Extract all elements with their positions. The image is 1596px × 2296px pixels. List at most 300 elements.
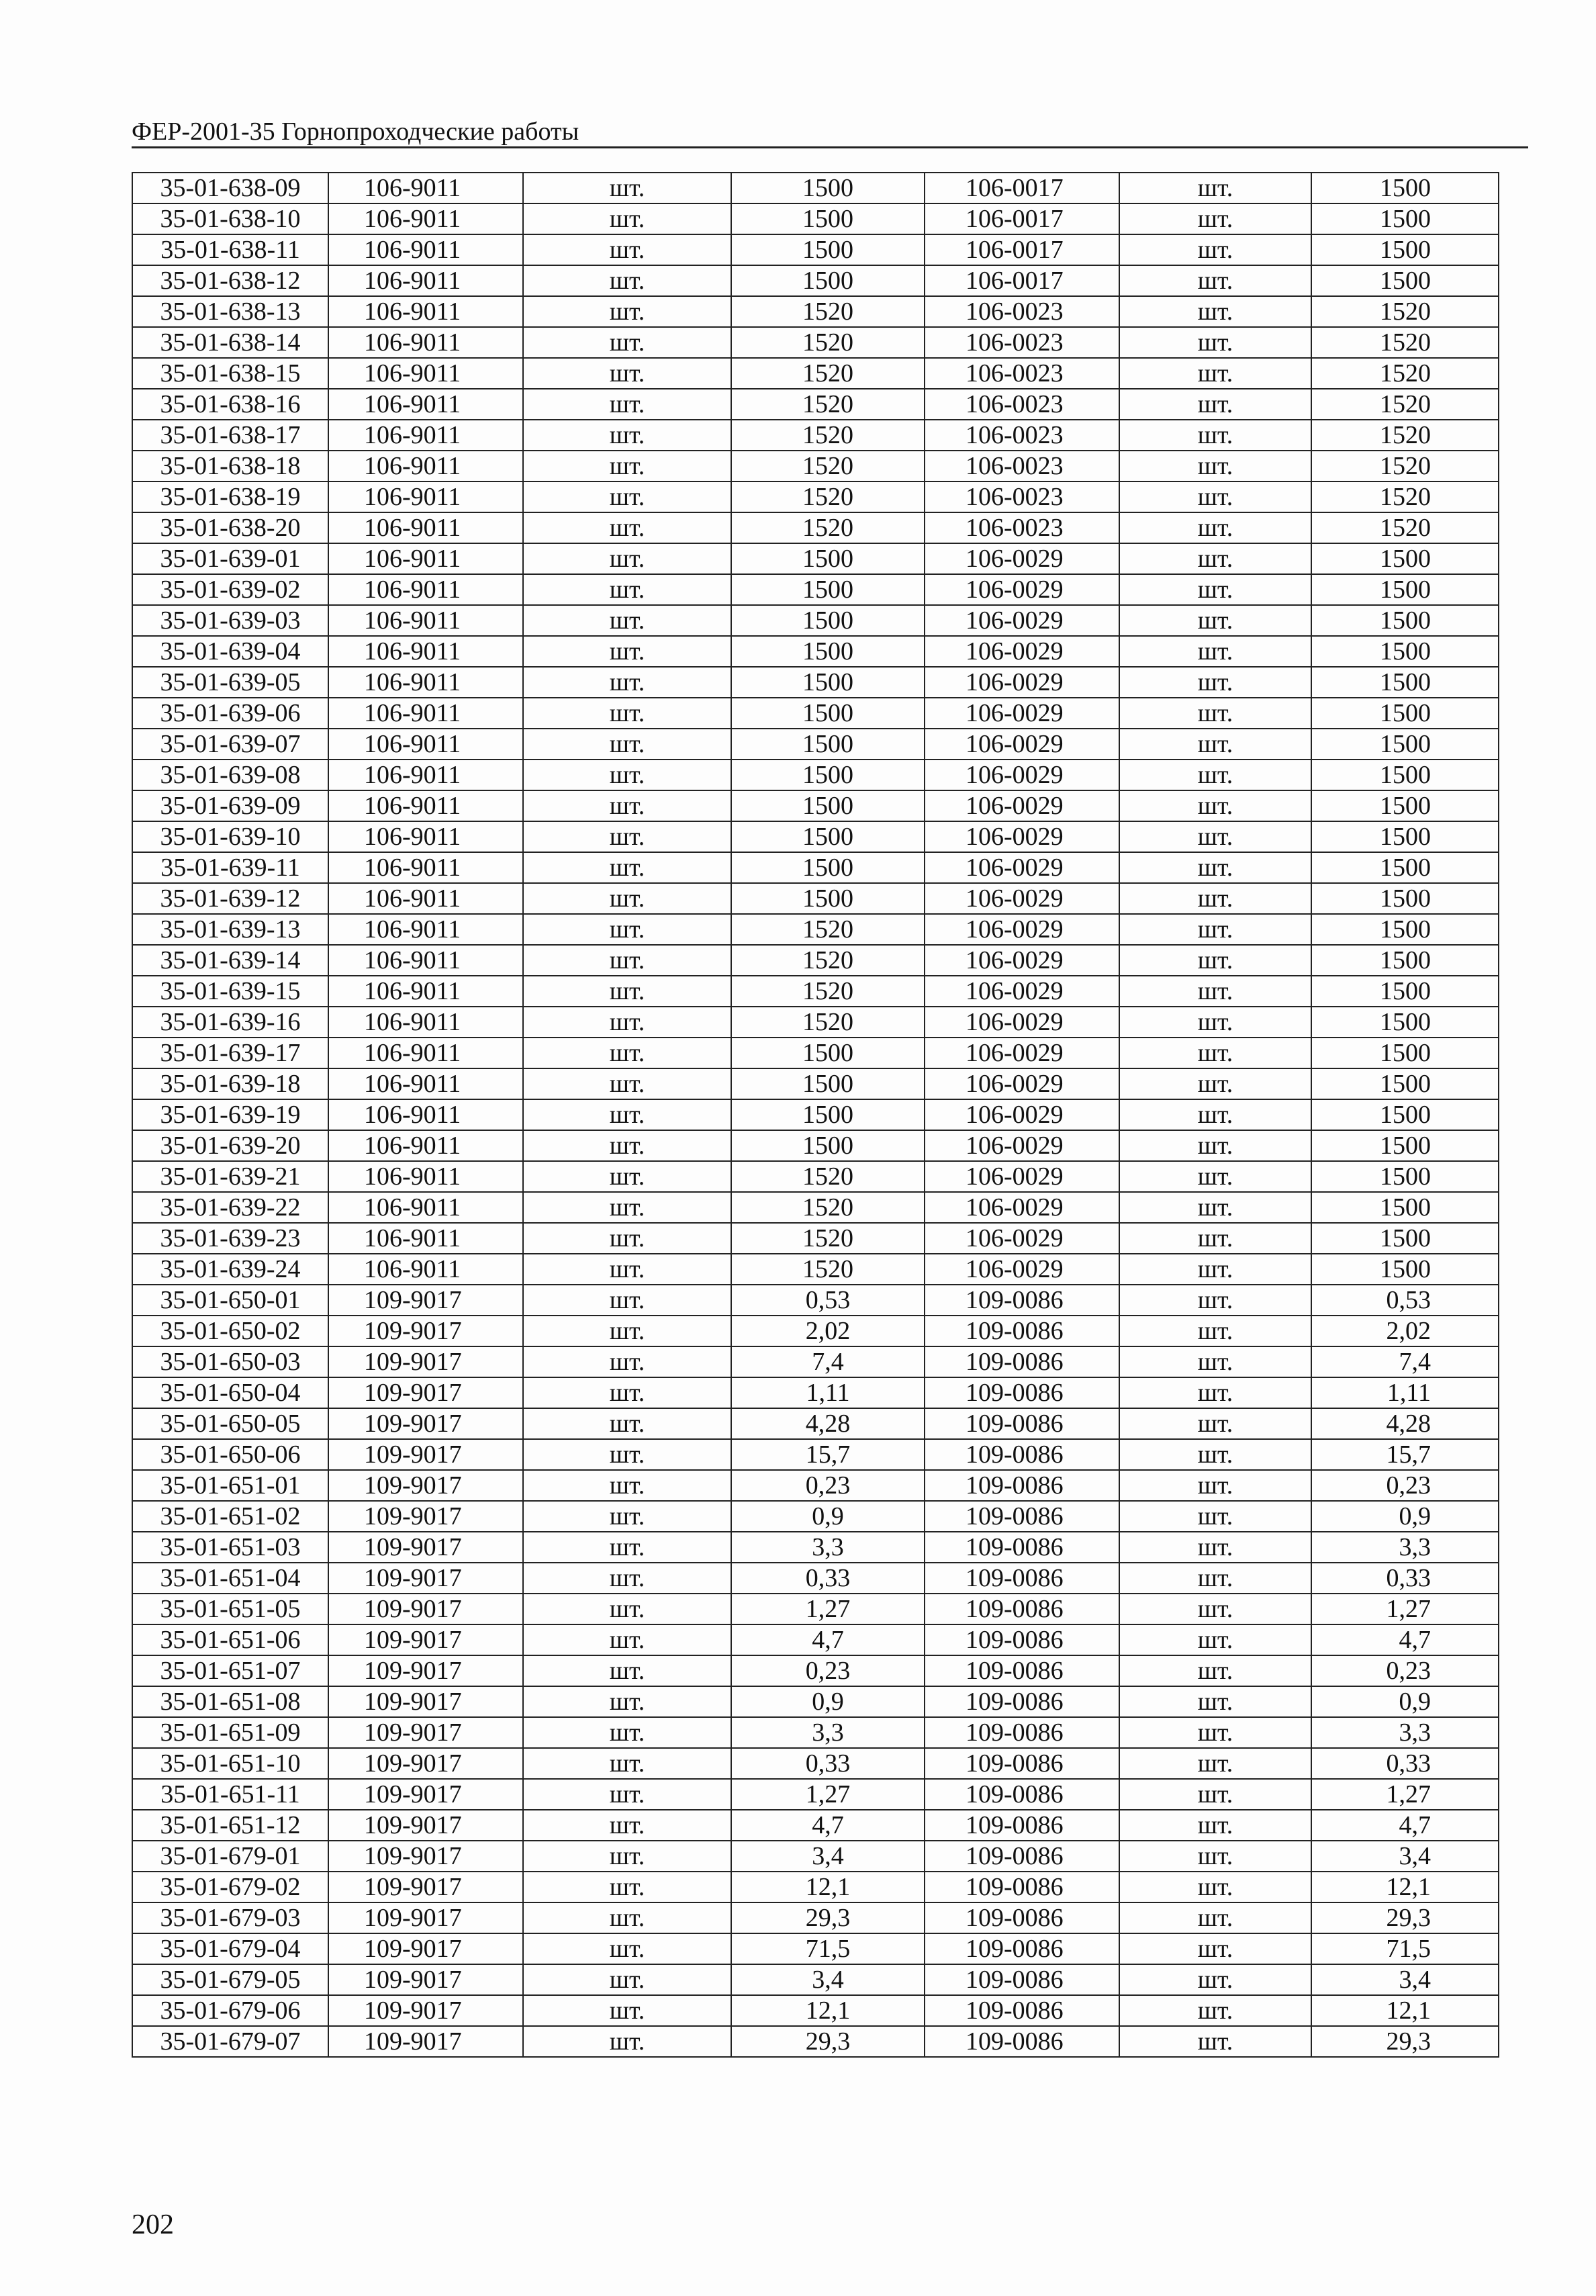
- replacement-quantity-cell: 1500: [1311, 173, 1499, 203]
- replacement-quantity-cell: 1500: [1311, 790, 1499, 821]
- code-cell: 35-01-638-18: [132, 451, 328, 481]
- replacement-code-cell: 106-0029: [925, 1038, 1119, 1068]
- table-row: [132, 358, 1499, 389]
- replacement-unit-cell: шт.: [1119, 1346, 1311, 1377]
- replacement-unit-cell: шт.: [1119, 1161, 1311, 1192]
- replacement-quantity-cell: 1520: [1311, 420, 1499, 451]
- unit-cell: шт.: [523, 1038, 731, 1068]
- code-cell: 35-01-638-12: [132, 265, 328, 296]
- replacement-quantity-cell: 1500: [1311, 698, 1499, 729]
- quantity-cell: 1,27: [731, 1594, 925, 1624]
- code-cell: 35-01-651-12: [132, 1810, 328, 1841]
- quantity-cell: 1500: [731, 790, 925, 821]
- resource-code-cell: 109-9017: [328, 1285, 523, 1316]
- resource-code-cell: 106-9011: [328, 1130, 523, 1161]
- unit-cell: шт.: [523, 574, 731, 605]
- replacement-code-cell: 109-0086: [925, 1439, 1119, 1470]
- unit-cell: шт.: [523, 1377, 731, 1408]
- quantity-cell: 0,9: [731, 1501, 925, 1532]
- quantity-cell: 1520: [731, 1254, 925, 1285]
- quantity-cell: 1520: [731, 976, 925, 1007]
- code-cell: 35-01-639-02: [132, 574, 328, 605]
- replacement-unit-cell: шт.: [1119, 1377, 1311, 1408]
- resource-code-cell: 106-9011: [328, 543, 523, 574]
- quantity-cell: 12,1: [731, 1872, 925, 1902]
- replacement-unit-cell: шт.: [1119, 389, 1311, 420]
- unit-cell: шт.: [523, 1655, 731, 1686]
- resource-code-cell: 109-9017: [328, 1717, 523, 1748]
- replacement-quantity-cell: 1500: [1311, 821, 1499, 852]
- unit-cell: шт.: [523, 1408, 731, 1439]
- replacement-code-cell: 106-0029: [925, 760, 1119, 790]
- quantity-cell: 1500: [731, 1099, 925, 1130]
- quantity-cell: 1500: [731, 1038, 925, 1068]
- replacement-quantity-cell: 71,5: [1311, 1933, 1499, 1964]
- code-cell: 35-01-679-05: [132, 1964, 328, 1995]
- code-cell: 35-01-639-09: [132, 790, 328, 821]
- table-row: [132, 1099, 1499, 1130]
- replacement-quantity-cell: 1500: [1311, 203, 1499, 234]
- replacement-code-cell: 106-0029: [925, 1068, 1119, 1099]
- unit-cell: шт.: [523, 821, 731, 852]
- resource-code-cell: 109-9017: [328, 1532, 523, 1563]
- unit-cell: шт.: [523, 914, 731, 945]
- table-row: [132, 512, 1499, 543]
- table-row: [132, 1624, 1499, 1655]
- replacement-unit-cell: шт.: [1119, 1007, 1311, 1038]
- quantity-cell: 3,4: [731, 1964, 925, 1995]
- quantity-cell: 1520: [731, 1192, 925, 1223]
- replacement-unit-cell: шт.: [1119, 1717, 1311, 1748]
- replacement-unit-cell: шт.: [1119, 945, 1311, 976]
- table-row: [132, 1130, 1499, 1161]
- replacement-unit-cell: шт.: [1119, 1748, 1311, 1779]
- table-row: [132, 1068, 1499, 1099]
- quantity-cell: 0,9: [731, 1686, 925, 1717]
- replacement-unit-cell: шт.: [1119, 1563, 1311, 1594]
- replacement-unit-cell: шт.: [1119, 1192, 1311, 1223]
- replacement-quantity-cell: 0,33: [1311, 1748, 1499, 1779]
- replacement-unit-cell: шт.: [1119, 234, 1311, 265]
- code-cell: 35-01-651-03: [132, 1532, 328, 1563]
- resource-code-cell: 106-9011: [328, 481, 523, 512]
- unit-cell: шт.: [523, 883, 731, 914]
- table-row: [132, 1007, 1499, 1038]
- quantity-cell: 1500: [731, 1130, 925, 1161]
- quantity-cell: 1500: [731, 234, 925, 265]
- resource-code-cell: 106-9011: [328, 512, 523, 543]
- code-cell: 35-01-651-04: [132, 1563, 328, 1594]
- replacement-code-cell: 106-0029: [925, 1007, 1119, 1038]
- replacement-unit-cell: шт.: [1119, 790, 1311, 821]
- quantity-cell: 1500: [731, 729, 925, 760]
- resource-code-cell: 106-9011: [328, 883, 523, 914]
- quantity-cell: 1520: [731, 420, 925, 451]
- replacement-code-cell: 106-0023: [925, 296, 1119, 327]
- replacement-quantity-cell: 2,02: [1311, 1316, 1499, 1346]
- quantity-cell: 71,5: [731, 1933, 925, 1964]
- replacement-unit-cell: шт.: [1119, 451, 1311, 481]
- quantity-cell: 1520: [731, 914, 925, 945]
- code-cell: 35-01-679-02: [132, 1872, 328, 1902]
- table-row: [132, 420, 1499, 451]
- replacement-unit-cell: шт.: [1119, 420, 1311, 451]
- unit-cell: шт.: [523, 1316, 731, 1346]
- code-cell: 35-01-639-17: [132, 1038, 328, 1068]
- quantity-cell: 1500: [731, 1068, 925, 1099]
- replacement-unit-cell: шт.: [1119, 203, 1311, 234]
- unit-cell: шт.: [523, 451, 731, 481]
- resource-code-cell: 106-9011: [328, 1254, 523, 1285]
- replacement-unit-cell: шт.: [1119, 173, 1311, 203]
- code-cell: 35-01-679-06: [132, 1995, 328, 2026]
- replacement-unit-cell: шт.: [1119, 914, 1311, 945]
- replacement-code-cell: 106-0029: [925, 945, 1119, 976]
- quantity-cell: 1520: [731, 296, 925, 327]
- code-cell: 35-01-638-14: [132, 327, 328, 358]
- replacement-code-cell: 109-0086: [925, 1655, 1119, 1686]
- replacement-unit-cell: шт.: [1119, 327, 1311, 358]
- quantity-cell: 1520: [731, 327, 925, 358]
- replacement-code-cell: 106-0029: [925, 1099, 1119, 1130]
- code-cell: 35-01-639-14: [132, 945, 328, 976]
- unit-cell: шт.: [523, 1192, 731, 1223]
- replacement-unit-cell: шт.: [1119, 2026, 1311, 2057]
- replacement-code-cell: 109-0086: [925, 1501, 1119, 1532]
- unit-cell: шт.: [523, 1686, 731, 1717]
- replacement-unit-cell: шт.: [1119, 1285, 1311, 1316]
- table-row: [132, 945, 1499, 976]
- replacement-code-cell: 106-0023: [925, 451, 1119, 481]
- replacement-unit-cell: шт.: [1119, 852, 1311, 883]
- replacement-unit-cell: шт.: [1119, 296, 1311, 327]
- replacement-quantity-cell: 4,7: [1311, 1810, 1499, 1841]
- table-row: [132, 1594, 1499, 1624]
- table-body: [132, 173, 1499, 2057]
- quantity-cell: 1520: [731, 358, 925, 389]
- unit-cell: шт.: [523, 543, 731, 574]
- code-cell: 35-01-651-05: [132, 1594, 328, 1624]
- resource-code-cell: 109-9017: [328, 1686, 523, 1717]
- replacement-code-cell: 109-0086: [925, 1408, 1119, 1439]
- table-row: [132, 760, 1499, 790]
- resource-code-cell: 109-9017: [328, 1470, 523, 1501]
- code-cell: 35-01-639-21: [132, 1161, 328, 1192]
- replacement-quantity-cell: 1500: [1311, 234, 1499, 265]
- table-row: [132, 574, 1499, 605]
- replacement-quantity-cell: 3,4: [1311, 1964, 1499, 1995]
- replacement-unit-cell: шт.: [1119, 1624, 1311, 1655]
- replacement-quantity-cell: 1500: [1311, 976, 1499, 1007]
- replacement-quantity-cell: 3,3: [1311, 1532, 1499, 1563]
- quantity-cell: 1500: [731, 667, 925, 698]
- unit-cell: шт.: [523, 203, 731, 234]
- code-cell: 35-01-679-01: [132, 1841, 328, 1872]
- resource-code-cell: 106-9011: [328, 852, 523, 883]
- replacement-unit-cell: шт.: [1119, 1470, 1311, 1501]
- code-cell: 35-01-651-06: [132, 1624, 328, 1655]
- resource-code-cell: 109-9017: [328, 1439, 523, 1470]
- replacement-unit-cell: шт.: [1119, 512, 1311, 543]
- table-row: [132, 1902, 1499, 1933]
- unit-cell: шт.: [523, 1068, 731, 1099]
- resource-code-cell: 106-9011: [328, 420, 523, 451]
- replacement-quantity-cell: 0,9: [1311, 1501, 1499, 1532]
- replacement-quantity-cell: 1500: [1311, 543, 1499, 574]
- table-row: [132, 790, 1499, 821]
- replacement-unit-cell: шт.: [1119, 1841, 1311, 1872]
- table-row: [132, 976, 1499, 1007]
- unit-cell: шт.: [523, 1594, 731, 1624]
- replacement-unit-cell: шт.: [1119, 1655, 1311, 1686]
- replacement-unit-cell: шт.: [1119, 1810, 1311, 1841]
- table-row: [132, 1161, 1499, 1192]
- unit-cell: шт.: [523, 976, 731, 1007]
- resource-code-cell: 106-9011: [328, 1099, 523, 1130]
- quantity-cell: 1520: [731, 1223, 925, 1254]
- resource-code-cell: 106-9011: [328, 296, 523, 327]
- code-cell: 35-01-639-01: [132, 543, 328, 574]
- unit-cell: шт.: [523, 1223, 731, 1254]
- table-row: [132, 1872, 1499, 1902]
- code-cell: 35-01-639-04: [132, 636, 328, 667]
- code-cell: 35-01-638-13: [132, 296, 328, 327]
- replacement-quantity-cell: 1500: [1311, 914, 1499, 945]
- replacement-quantity-cell: 4,7: [1311, 1624, 1499, 1655]
- resource-code-cell: 106-9011: [328, 636, 523, 667]
- replacement-code-cell: 106-0023: [925, 420, 1119, 451]
- quantity-cell: 0,53: [731, 1285, 925, 1316]
- resource-code-cell: 109-9017: [328, 1995, 523, 2026]
- resource-code-cell: 109-9017: [328, 1748, 523, 1779]
- quantity-cell: 29,3: [731, 2026, 925, 2057]
- table-row: [132, 234, 1499, 265]
- replacement-quantity-cell: 1500: [1311, 1161, 1499, 1192]
- resource-code-cell: 109-9017: [328, 1779, 523, 1810]
- quantity-cell: 1,27: [731, 1779, 925, 1810]
- table-row: [132, 173, 1499, 203]
- code-cell: 35-01-650-01: [132, 1285, 328, 1316]
- resource-code-cell: 109-9017: [328, 1594, 523, 1624]
- quantity-cell: 1500: [731, 173, 925, 203]
- replacement-quantity-cell: 0,9: [1311, 1686, 1499, 1717]
- resource-code-cell: 109-9017: [328, 1408, 523, 1439]
- code-cell: 35-01-679-07: [132, 2026, 328, 2057]
- replacement-code-cell: 106-0023: [925, 358, 1119, 389]
- resource-code-cell: 106-9011: [328, 1192, 523, 1223]
- table-row: [132, 389, 1499, 420]
- table-row: [132, 1439, 1499, 1470]
- replacement-code-cell: 109-0086: [925, 1346, 1119, 1377]
- table-row: [132, 883, 1499, 914]
- replacement-quantity-cell: 1,27: [1311, 1779, 1499, 1810]
- quantity-cell: 1,11: [731, 1377, 925, 1408]
- unit-cell: шт.: [523, 1470, 731, 1501]
- code-cell: 35-01-638-17: [132, 420, 328, 451]
- table-row: [132, 698, 1499, 729]
- replacement-quantity-cell: 12,1: [1311, 1872, 1499, 1902]
- replacement-quantity-cell: 1500: [1311, 1130, 1499, 1161]
- quantity-cell: 3,4: [731, 1841, 925, 1872]
- replacement-unit-cell: шт.: [1119, 1902, 1311, 1933]
- replacement-code-cell: 109-0086: [925, 1841, 1119, 1872]
- table-row: [132, 1717, 1499, 1748]
- resource-code-cell: 109-9017: [328, 1964, 523, 1995]
- table-row: [132, 1285, 1499, 1316]
- replacement-quantity-cell: 1500: [1311, 945, 1499, 976]
- unit-cell: шт.: [523, 760, 731, 790]
- replacement-quantity-cell: 1520: [1311, 451, 1499, 481]
- replacement-code-cell: 109-0086: [925, 1563, 1119, 1594]
- replacement-quantity-cell: 1500: [1311, 883, 1499, 914]
- replacement-code-cell: 109-0086: [925, 1686, 1119, 1717]
- unit-cell: шт.: [523, 605, 731, 636]
- unit-cell: шт.: [523, 1810, 731, 1841]
- quantity-cell: 1520: [731, 1007, 925, 1038]
- quantity-cell: 1520: [731, 451, 925, 481]
- unit-cell: шт.: [523, 698, 731, 729]
- quantity-cell: 1500: [731, 203, 925, 234]
- unit-cell: шт.: [523, 265, 731, 296]
- resource-code-cell: 106-9011: [328, 358, 523, 389]
- page-header: [132, 116, 1528, 148]
- page-number: 202: [132, 2209, 174, 2240]
- quantity-cell: 1520: [731, 389, 925, 420]
- quantity-cell: 2,02: [731, 1316, 925, 1346]
- replacement-code-cell: 106-0017: [925, 265, 1119, 296]
- unit-cell: шт.: [523, 1779, 731, 1810]
- unit-cell: шт.: [523, 1748, 731, 1779]
- code-cell: 35-01-638-09: [132, 173, 328, 203]
- quantity-cell: 3,3: [731, 1532, 925, 1563]
- code-cell: 35-01-639-11: [132, 852, 328, 883]
- unit-cell: шт.: [523, 790, 731, 821]
- quantity-cell: 12,1: [731, 1995, 925, 2026]
- unit-cell: шт.: [523, 1130, 731, 1161]
- quantity-cell: 4,28: [731, 1408, 925, 1439]
- resource-code-cell: 106-9011: [328, 976, 523, 1007]
- replacement-code-cell: 106-0029: [925, 698, 1119, 729]
- unit-cell: шт.: [523, 1563, 731, 1594]
- code-cell: 35-01-650-04: [132, 1377, 328, 1408]
- replacement-code-cell: 109-0086: [925, 1624, 1119, 1655]
- code-cell: 35-01-679-03: [132, 1902, 328, 1933]
- replacement-unit-cell: шт.: [1119, 1038, 1311, 1068]
- replacement-code-cell: 109-0086: [925, 1933, 1119, 1964]
- code-cell: 35-01-639-22: [132, 1192, 328, 1223]
- replacement-code-cell: 106-0029: [925, 790, 1119, 821]
- replacement-unit-cell: шт.: [1119, 729, 1311, 760]
- table-row: [132, 1408, 1499, 1439]
- code-cell: 35-01-639-19: [132, 1099, 328, 1130]
- replacement-code-cell: 109-0086: [925, 1285, 1119, 1316]
- resource-code-cell: 106-9011: [328, 1007, 523, 1038]
- unit-cell: шт.: [523, 1902, 731, 1933]
- replacement-quantity-cell: 1500: [1311, 1038, 1499, 1068]
- replacement-quantity-cell: 7,4: [1311, 1346, 1499, 1377]
- replacement-code-cell: 106-0029: [925, 1254, 1119, 1285]
- unit-cell: шт.: [523, 296, 731, 327]
- quantity-cell: 1500: [731, 574, 925, 605]
- replacement-code-cell: 106-0029: [925, 543, 1119, 574]
- replacement-code-cell: 109-0086: [925, 1717, 1119, 1748]
- replacement-quantity-cell: 1520: [1311, 389, 1499, 420]
- resource-code-cell: 106-9011: [328, 605, 523, 636]
- table-row: [132, 543, 1499, 574]
- table-row: [132, 1964, 1499, 1995]
- unit-cell: шт.: [523, 1254, 731, 1285]
- resource-code-cell: 106-9011: [328, 729, 523, 760]
- table-row: [132, 667, 1499, 698]
- quantity-cell: 1500: [731, 760, 925, 790]
- replacement-unit-cell: шт.: [1119, 883, 1311, 914]
- replacement-unit-cell: шт.: [1119, 605, 1311, 636]
- unit-cell: шт.: [523, 1346, 731, 1377]
- replacement-unit-cell: шт.: [1119, 574, 1311, 605]
- unit-cell: шт.: [523, 1501, 731, 1532]
- table-row: [132, 265, 1499, 296]
- table-row: [132, 1038, 1499, 1068]
- replacement-code-cell: 109-0086: [925, 1470, 1119, 1501]
- resource-code-cell: 106-9011: [328, 1038, 523, 1068]
- code-cell: 35-01-639-18: [132, 1068, 328, 1099]
- resource-table: [132, 172, 1499, 2058]
- resource-code-cell: 106-9011: [328, 790, 523, 821]
- table-row: [132, 1563, 1499, 1594]
- replacement-quantity-cell: 3,3: [1311, 1717, 1499, 1748]
- code-cell: 35-01-650-03: [132, 1346, 328, 1377]
- resource-code-cell: 109-9017: [328, 1841, 523, 1872]
- quantity-cell: 0,23: [731, 1470, 925, 1501]
- replacement-code-cell: 109-0086: [925, 1964, 1119, 1995]
- code-cell: 35-01-638-19: [132, 481, 328, 512]
- replacement-quantity-cell: 29,3: [1311, 1902, 1499, 1933]
- table-row: [132, 821, 1499, 852]
- table-row: [132, 1254, 1499, 1285]
- resource-table-container: [132, 172, 1498, 2058]
- unit-cell: шт.: [523, 358, 731, 389]
- replacement-unit-cell: шт.: [1119, 1254, 1311, 1285]
- replacement-quantity-cell: 1520: [1311, 296, 1499, 327]
- code-cell: 35-01-639-05: [132, 667, 328, 698]
- quantity-cell: 7,4: [731, 1346, 925, 1377]
- table-row: [132, 1810, 1499, 1841]
- table-row: [132, 1470, 1499, 1501]
- code-cell: 35-01-639-13: [132, 914, 328, 945]
- quantity-cell: 1500: [731, 265, 925, 296]
- replacement-code-cell: 106-0029: [925, 1223, 1119, 1254]
- replacement-code-cell: 106-0029: [925, 914, 1119, 945]
- table-row: [132, 1316, 1499, 1346]
- replacement-quantity-cell: 1500: [1311, 667, 1499, 698]
- replacement-code-cell: 106-0029: [925, 976, 1119, 1007]
- replacement-code-cell: 109-0086: [925, 1748, 1119, 1779]
- code-cell: 35-01-650-02: [132, 1316, 328, 1346]
- resource-code-cell: 106-9011: [328, 203, 523, 234]
- replacement-quantity-cell: 1520: [1311, 327, 1499, 358]
- unit-cell: шт.: [523, 234, 731, 265]
- replacement-unit-cell: шт.: [1119, 1686, 1311, 1717]
- replacement-quantity-cell: 1500: [1311, 1254, 1499, 1285]
- replacement-code-cell: 106-0029: [925, 1161, 1119, 1192]
- replacement-code-cell: 106-0029: [925, 667, 1119, 698]
- unit-cell: шт.: [523, 420, 731, 451]
- page-title: ФЕР-2001-35 Горнопроходческие работы: [132, 118, 579, 146]
- code-cell: 35-01-638-15: [132, 358, 328, 389]
- replacement-quantity-cell: 0,33: [1311, 1563, 1499, 1594]
- replacement-quantity-cell: 1500: [1311, 1223, 1499, 1254]
- resource-code-cell: 109-9017: [328, 1902, 523, 1933]
